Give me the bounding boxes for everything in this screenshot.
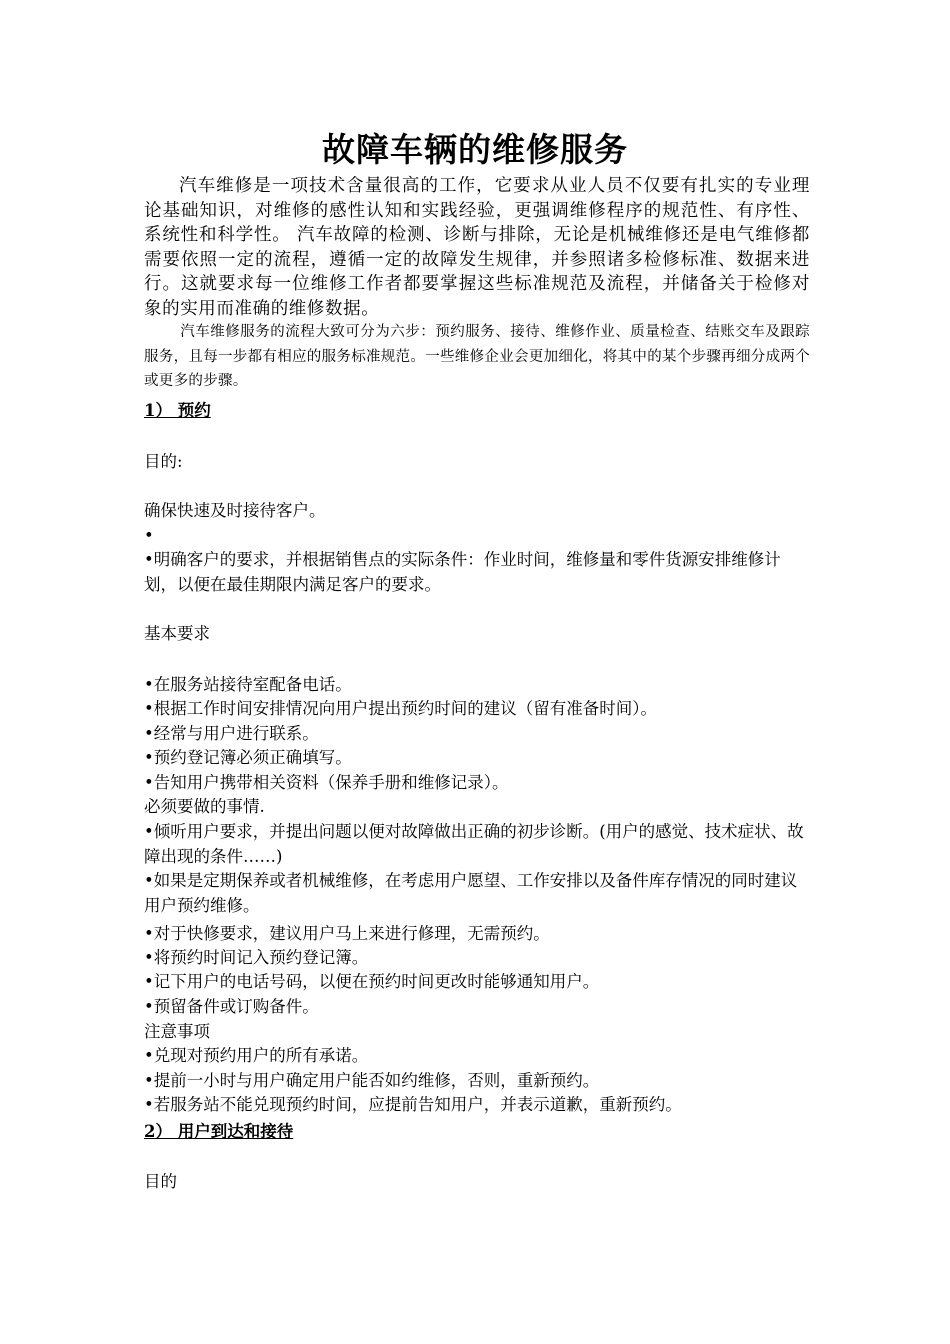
basic-item: •经常与用户进行联系。 xyxy=(144,724,319,743)
basic-item: •在服务站接待室配备电话。 xyxy=(144,675,352,694)
must-do-label: 必须要做的事情. xyxy=(144,797,265,816)
section-heading-arrival-reception: 2） 用户到达和接待 xyxy=(144,1122,294,1141)
document-title: 故障车辆的维修服务 xyxy=(322,130,628,169)
purpose-label: 目的: xyxy=(144,452,183,471)
notes-item: •兑现对预约用户的所有承诺。 xyxy=(144,1046,369,1065)
basic-item: •根据工作时间安排情况向用户提出预约时间的建议（留有准备时间）。 xyxy=(144,699,657,718)
must-do-item: •预留备件或订购备件。 xyxy=(144,997,319,1016)
basic-item: •预约登记簿必须正确填写。 xyxy=(144,748,352,767)
empty-bullet: • xyxy=(144,526,154,545)
intro-paragraph: 汽车维修是一项技术含量很高的工作，它要求从业人员不仅要有扎实的专业理论基础知识，对维修的感性认知和实践经验，更强调维修程序的规范性、有序性、系统性和科学性。 汽车故障的检测、诊断与排除，无论是机械维修还是电气维修都需要依照一定的流程，遵循一定的故障发生规律，并参照诸多检修标准、数据来进行。这就要求每一位维修工作者都要掌握这些标准规范及流程，并储备关于检修对象的实用而准确的维修数据。 xyxy=(144,176,810,319)
intro-paragraph-steps: 汽车维修服务的流程大致可分为六步：预约服务、接待、维修作业、质量检查、结账交车及跟踪服务，且每一步都有相应的服务标准规范。一些维修企业会更加细化，将其中的某个步骤再细分成两个或更多的步骤。 xyxy=(144,324,810,390)
purpose-text: 确保快速及时接待客户。 xyxy=(144,501,326,520)
basic-requirements-label: 基本要求 xyxy=(144,624,210,643)
section-heading-appointment: 1） 预约 xyxy=(144,401,211,420)
purpose-label-section2: 目的 xyxy=(144,1172,177,1191)
notes-label: 注意事项 xyxy=(144,1022,210,1041)
notes-item: •提前一小时与用户确定用户能否如约维修，否则，重新预约。 xyxy=(144,1071,600,1090)
basic-item: •告知用户携带相关资料（保养手册和维修记录）。 xyxy=(144,773,509,792)
purpose-bullet: •明确客户的要求，并根据销售点的实际条件：作业时间，维修量和零件货源安排维修计划，以便在最佳期限内满足客户的要求。 xyxy=(144,550,781,594)
must-do-item: •对于快修要求，建议用户马上来进行修理，无需预约。 xyxy=(144,924,550,943)
must-do-item: •如果是定期保养或者机械维修，在考虑用户愿望、工作安排以及备件库存情况的同时建议用户预约维修。 xyxy=(144,871,798,915)
must-do-item: •将预约时间记入预约登记簿。 xyxy=(144,948,369,967)
must-do-item: •记下用户的电话号码，以便在预约时间更改时能够通知用户。 xyxy=(144,972,600,991)
must-do-item: •倾听用户要求，并提出问题以便对故障做出正确的初步诊断。(用户的感觉、技术症状、故障出现的条件……) xyxy=(144,822,804,866)
notes-item: •若服务站不能兑现预约时间，应提前告知用户，并表示道歉，重新预约。 xyxy=(144,1095,682,1114)
